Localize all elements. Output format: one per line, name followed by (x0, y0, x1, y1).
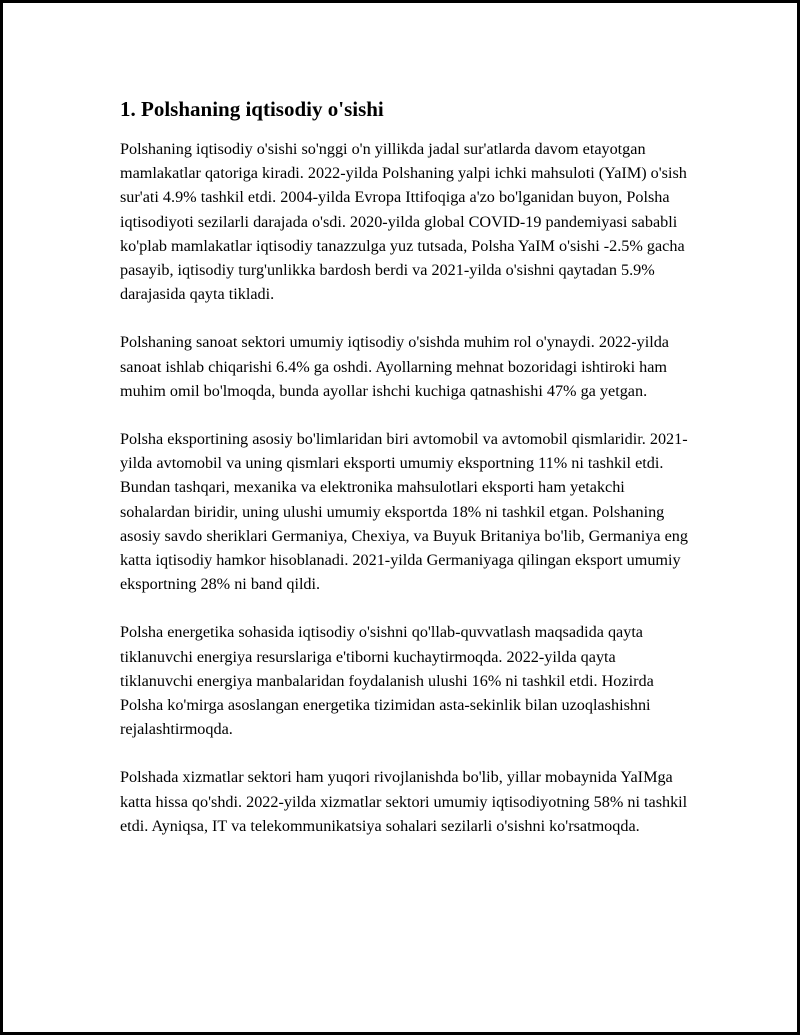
paragraph-gdp-growth: Polshaning iqtisodiy o'sishi so'nggi o'n yillikda jadal sur'atlarda davom etayotgan mamlakatlar qatoriga kiradi. 2022-yilda Polshaning yalpi ichki mahsuloti (YaIM) o'sish sur'ati 4.9% tashkil etdi. 2004-yilda Evropa Ittifoqiga a'zo bo'lganidan buyon, Polsha iqtisodiyoti sezilarli darajada o'sdi. 2020-yilda global COVID-19 pandemiyasi sababli ko'plab mamlakatlar iqtisodiy tanazzulga yuz tutsada, Polsha YaIM o'sishi -2.5% gacha pasayib, iqtisodiy turg'unlikka bardosh berdi va 2021-yilda o'sishni qaytadan 5.9% darajasida qayta tikladi. (120, 140, 687, 304)
paragraph-industry: Polshaning sanoat sektori umumiy iqtisodiy o'sishda muhim rol o'ynaydi. 2022-yilda sanoat ishlab chiqarishi 6.4% ga oshdi. Ayollarning mehnat bozoridagi ishtiroki ham muhim omil bo'lmoqda, bunda ayollar ishchi kuchiga qatnashishi 47% ga yetgan. (120, 333, 669, 400)
paragraph-services: Polshada xizmatlar sektori ham yuqori rivojlanishda bo'lib, yillar mobaynida YaIMga katta hissa qo'shdi. 2022-yilda xizmatlar sektori umumiy iqtisodiyotning 58% ni tashkil etdi. Ayniqsa, IT va telekommunikatsiya sohalari sezilarli o'sishni ko'rsatmoqda. (120, 768, 688, 835)
document-body (120, 95, 690, 862)
paragraph-energy: Polsha energetika sohasida iqtisodiy o'sishni qo'llab-quvvatlash maqsadida qayta tiklanuvchi energiya resurslariga e'tiborni kuchaytirmoqda. 2022-yilda qayta tiklanuvchi energiya manbalaridan foydalanish ulushi 16% ni tashkil etdi. Hozirda Polsha ko'mirga asoslangan energetika tizimidan asta-sekinlik bilan uzoqlashishni rejalashtirmoqda. (120, 623, 654, 739)
section-heading: 1. Polshaning iqtisodiy o'sishi (120, 97, 384, 121)
paragraph-exports: Polsha eksportining asosiy bo'limlaridan biri avtomobil va avtomobil qismlaridir. 2021-yilda avtomobil va uning qismlari eksporti umumiy eksportning 11% ni tashkil etdi. Bundan tashqari, mexanika va elektronika mahsulotlari eksporti ham yetakchi sohalardan biridir, uning ulushi umumiy eksportda 18% ni tashkil etgan. Polshaning asosiy savdo sheriklari Germaniya, Chexiya, va Buyuk Britaniya bo'lib, Germaniya eng katta iqtisodiy hamkor hisoblanadi. 2021-yilda Germaniyaga qilingan eksport umumiy eksportning 28% ni band qildi. (120, 430, 688, 594)
